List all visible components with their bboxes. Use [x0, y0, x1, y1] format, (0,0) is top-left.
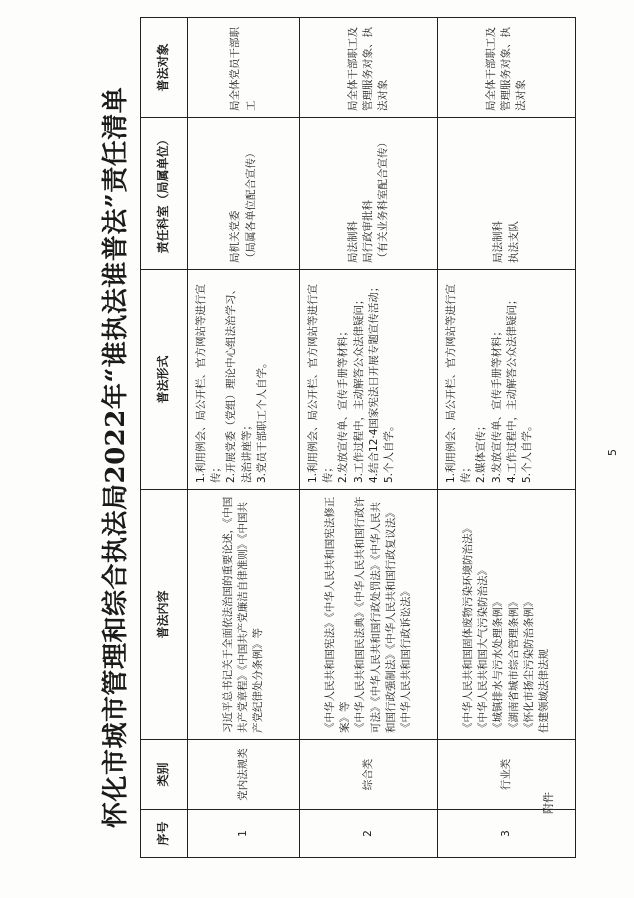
dept-item: （局属各单位配合宣传） — [244, 147, 257, 263]
row-content: 习近平总书记关于全面依法治国的重要论述，《中国共产党章程》《中国共产党廉洁自律准则》《中国共产党纪律处分条例》等 — [188, 490, 300, 740]
table-row — [188, 18, 300, 858]
row-format — [188, 270, 300, 490]
format-item: 3.发放宣传单、宣传手册等材料； — [490, 325, 503, 483]
format-item: 4.结合12·4国家宪法日开展专题宣传活动； — [367, 281, 380, 483]
document-title: 怀化市城市管理和综合执法局2022年“谁执法谁普法”责任清单 — [101, 86, 131, 828]
row-content: 《中华人民共和国宪法》《中华人民共和国宪法修正案》等 《中华人民共和国民法典》《中华人民共和国行政许可法》《中华人民共和国行政处罚法》《中华人民共和国行政强制法》《中华人民共和国行政复议法》《中华人民共和国行政诉讼法》 — [300, 490, 438, 740]
format-item: 2.开展党委（党组）理论中心组法治学习、法治讲座等； — [225, 283, 253, 483]
row-category: 行业类 — [438, 740, 576, 810]
table-header-row — [141, 18, 188, 858]
responsibility-table — [140, 17, 576, 858]
table-row — [300, 18, 438, 858]
format-item: 3.工作过程中，主动解答公众法律疑问； — [352, 294, 365, 483]
header-no: 序号 — [141, 810, 188, 858]
format-item: 4.工作过程中，主动解答公众法律疑问； — [505, 294, 518, 483]
row-format — [300, 270, 438, 490]
dept-item: 局法制科 — [346, 221, 359, 263]
row-dept — [438, 118, 576, 270]
dept-item: 执法支队 — [507, 221, 520, 263]
row-format — [438, 270, 576, 490]
format-item: 1.利用例会、局公开栏、官方网站等进行宣传； — [445, 283, 473, 483]
row-dept — [188, 118, 300, 270]
format-item: 2.发放宣传单、宣传手册等材料； — [337, 325, 350, 483]
format-item: 5.个人自学。 — [521, 420, 534, 483]
row-no: 2 — [300, 810, 438, 858]
row-category: 党内法规类 — [188, 740, 300, 810]
dept-item: （有关业务科室配合宣传） — [377, 137, 390, 263]
header-format: 普法形式 — [141, 270, 188, 490]
row-content: 《中华人民共和国固体废物污染环境防治法》 《中华人民共和国大气污染防治法》 《城镇排水与污水处理条例》 《湖南省城市综合管理条例》 《怀化市扬尘污染防治条例》 住建领域法律法规 — [438, 490, 576, 740]
header-target: 普法对象 — [141, 18, 188, 118]
format-item: 1.利用例会、局公开栏、官方网站等进行宣传； — [195, 283, 223, 483]
row-target: 局全体党员干部职工 — [188, 18, 300, 118]
row-target: 局全体干部职工及管理服务对象、执法对象 — [300, 18, 438, 118]
format-item: 3.党员干部职工个人自学。 — [255, 357, 268, 483]
format-item: 2.媒体宣传； — [475, 420, 488, 483]
row-dept — [300, 118, 438, 270]
dept-item: 局机关党委 — [229, 210, 242, 263]
row-category: 综合类 — [300, 740, 438, 810]
table-row — [438, 18, 576, 858]
dept-item: 局行政审批科 — [361, 200, 374, 263]
page-number: 5 — [606, 449, 619, 456]
row-no: 1 — [188, 810, 300, 858]
dept-item: 局法制科 — [492, 221, 505, 263]
header-category: 类别 — [141, 740, 188, 810]
row-no: 3 — [438, 810, 576, 858]
format-item: 5.个人自学。 — [383, 420, 396, 483]
row-target: 局全体干部职工及管理服务对象、执法对象 — [438, 18, 576, 118]
attachment-label: 附件 — [542, 792, 555, 814]
header-dept: 责任科室（局属单位） — [141, 118, 188, 270]
format-item: 1.利用例会、局公开栏、官方网站等进行宣传； — [307, 283, 335, 483]
header-content: 普法内容 — [141, 490, 188, 740]
